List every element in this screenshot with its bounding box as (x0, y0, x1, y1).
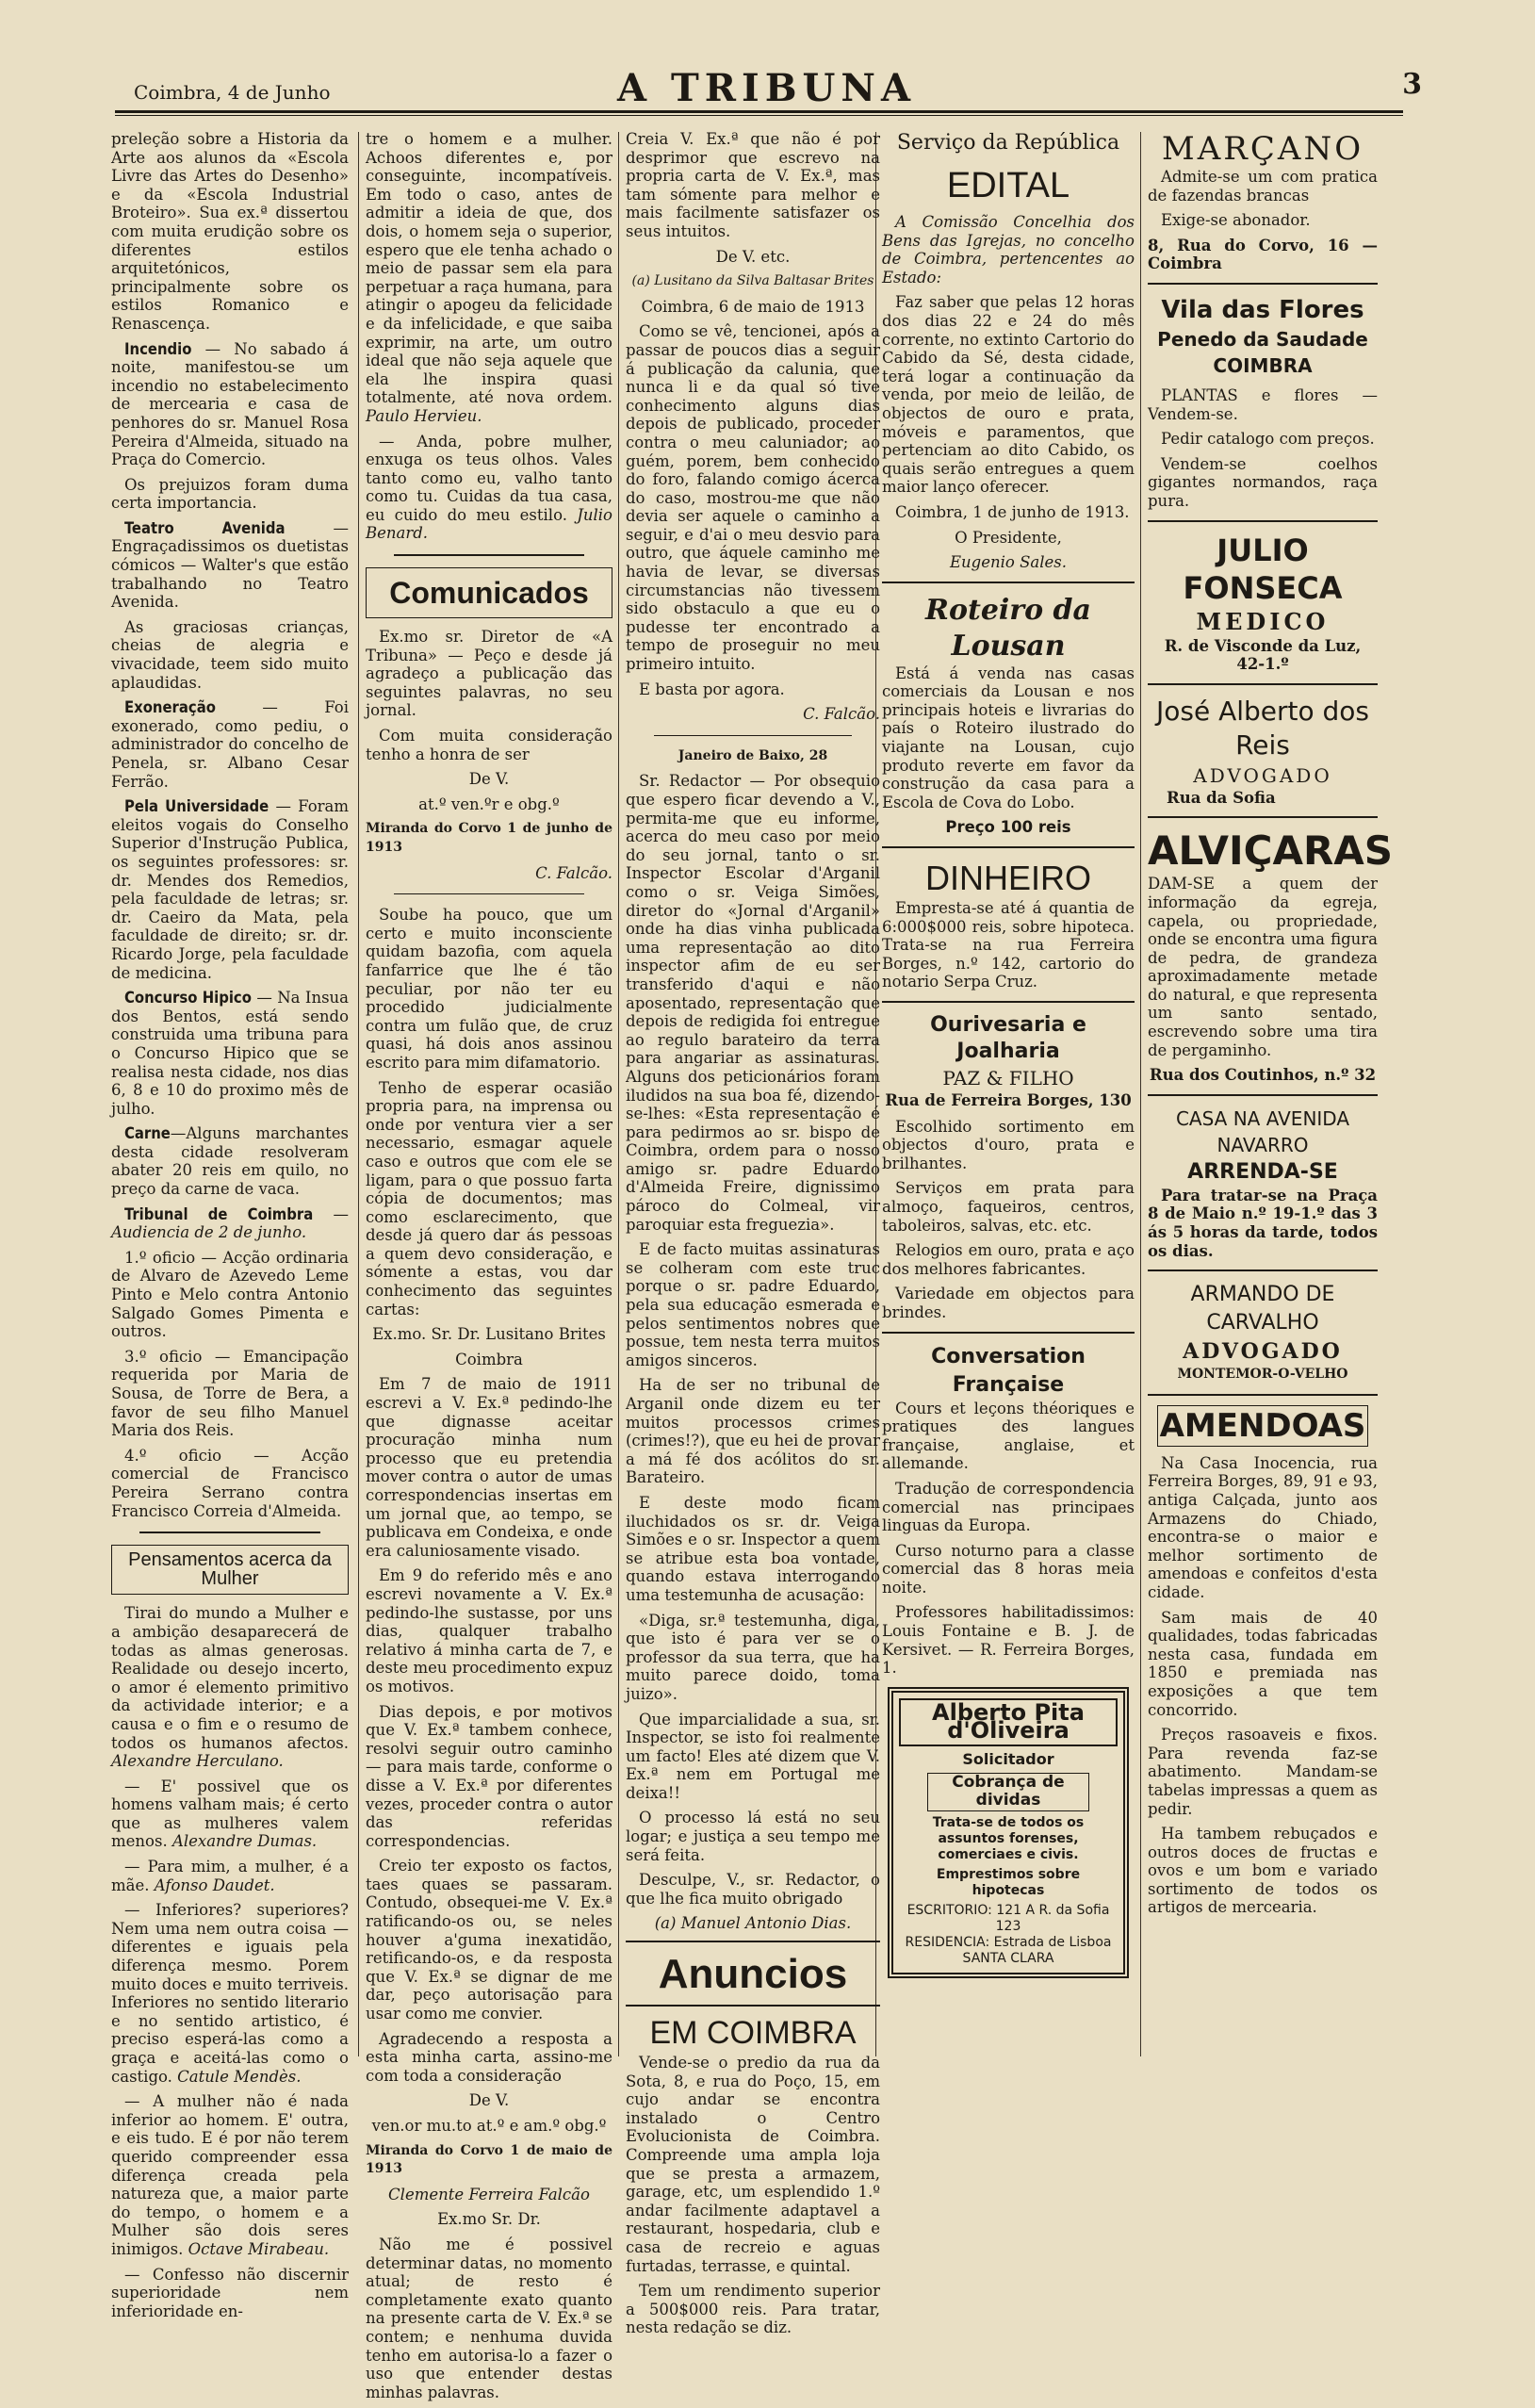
paragraph: Tradução de correspondencia comercial nas principaes linguas da Europa. (882, 1479, 1135, 1535)
paragraph: De V. (468, 2091, 510, 2110)
news-item (111, 698, 349, 791)
quote (111, 2092, 349, 2258)
column-3 (626, 130, 880, 2344)
ad-subtitle: MEDICO (1196, 607, 1330, 635)
letter-address: Ex.mo Sr. Dr. (437, 2210, 541, 2229)
paragraph: Admite-se um com pratica de fazendas brancas (1148, 168, 1378, 205)
ad-title: EM COIMBRA (649, 2015, 857, 2052)
quote (111, 1858, 349, 1894)
news-text: — Engraçadissimos os duetistas cómicos — Walter's que estão trabalhando no Teatro Avenida. (111, 518, 349, 612)
paragraph: E basta por agora. (639, 680, 785, 698)
quote-author: Paulo Hervieu. (366, 406, 482, 425)
paragraph: E de facto muitas assinaturas se colheram com este truc porque o sr. padre Eduardo, pela sua educação esmerada e pelos sentimentos nobres que possue, tem nesta terra muitos amigos sinceros. (626, 1240, 880, 1369)
signature: Clemente Ferreira Falcão (388, 2185, 590, 2203)
ad-title: ARMANDO DE CARVALHO (1190, 1283, 1335, 1335)
separator (1148, 283, 1378, 285)
quote-text: — Anda, pobre mulher, enxuga os teus olhos. Vales tanto como eu, valho tanto como tu. Cuidas da tua casa, eu cuido do meu estilo. (366, 432, 612, 524)
section-heading: Tribunal de Coimbra (124, 1204, 314, 1223)
ad-address: 8, Rua do Corvo, 16 — Coimbra (1148, 236, 1378, 273)
paragraph: Ex.mo sr. Diretor de «A Tribuna» — Peço e desde já agradeço a publicação das seguintes palavras, no seu jornal. (366, 628, 612, 720)
ad-subtitle: Solicitador (962, 1750, 1054, 1769)
separator (139, 1532, 320, 1533)
paragraph: Sr. Redactor — Por obsequio que espero ficar devendo a V., permita-me que eu informe, acerca do meu caso por meio do seu jornal, tanto o sr. Inspector Escolar d'Arganil como o sr. Veiga Simões, diretor do «Jornal d'Arganil» onde ha dias vinha publicada uma representação ao dito inspector afim de eu ser transferido d'aqui e não aposentado, representação que depois de redigida foi entregue ao regulo barateiro da terra para angariar as assinaturas. Alguns dos peticionários foram iludidos na sua boa fé, dizendo-se-lhes: «Esta representação é para pedirmos ao sr. bispo de Coimbra, ordem para o nosso amigo sr. padre Eduardo d'Almeida Freire, dignissimo pároco do Colmeal, vir paroquiar esta freguezia». (626, 772, 880, 1234)
ad-title: Alberto Pita d'Oliveira (899, 1698, 1118, 1746)
paragraph: Como se vê, tencionei, após a passar de poucos dias a seguir á publicação da calunia, que nunca li e da qual só tive conhecimento alguns dias depois de publicado, proceder contra o meu caluniador; ao guém, porem, bem conhecido do foro, falando comigo ácerca do caso, mostrou-me que não devia ser aquele o caminho a seguir, e d'ai o meu desvio para outro, que áquele caminho me havia de levar, se diversas circumstancias não tivessem sido obstaculo a que eu o pudesse ter encontrado a tempo de proseguir no meu primeiro intuito. (626, 322, 880, 674)
paragraph: Soube ha pouco, que um certo e muito inconsciente quidam bazofia, com aquela fanfarrice que lhe é tão peculiar, por não ter eu procedido judicialmente contra um fulão que, de cruz quasi, há dois anos assinou escrito para mim difamatorio. (366, 906, 612, 1072)
quote-text: — Inferiores? superiores? Nem uma nem outra coisa — diferentes e iguais pela diferença mesmo. Porem muito doces e muito terriveis. Inferiores no sentido literario e no sentido artistico, é preciso esperá-las como a graça e aceitá-las como o castigo. (111, 1901, 349, 2086)
paragraph: O processo lá está no seu logar; e justiça a seu tempo me será feita. (626, 1809, 880, 1864)
ad-address: Rua dos Coutinhos, n.º 32 (1149, 1066, 1377, 1085)
section-heading: Concurso Hipico (124, 989, 252, 1007)
separator (394, 893, 584, 894)
quote (111, 1777, 349, 1851)
column-divider (358, 132, 359, 2056)
ad-subtitle: ADVOGADO (1183, 1339, 1343, 1365)
separator (882, 1332, 1135, 1334)
column-2 (366, 130, 612, 2408)
paragraph: preleção sobre a Historia da Arte aos alunos da «Escola Livre das Artes do Desenho» e da «Escola Industrial Broteiro». Sua ex.ª dissertou com muita erudição sobre os diferentes estilos arquitetónicos, principalmente sobre os estilos Romanico e Renascença. (111, 130, 349, 333)
ad-supertitle: Serviço da República (896, 131, 1120, 155)
paragraph: Faz saber que pelas 12 horas dos dias 22 e 24 do mês corrente, no extinto Cartorio do Cabido da Sé, desta cidade, terá logar a continuação da venda, por meio de leilão, de objectos de ouro e prata, móveis e paramentos, que pertenciam ao dito Cabido, os quais serão entregues a quem maior lanço oferecer. (882, 293, 1135, 497)
section-heading-box: Pensamentos acerca da Mulher (111, 1545, 349, 1595)
letter-address-city: Coimbra (455, 1350, 523, 1368)
separator (1148, 1270, 1378, 1271)
ad-subtitle: ADVOGADO (1193, 763, 1332, 787)
ad-subtitle: ARRENDA-SE (1187, 1159, 1338, 1184)
news-text: — No sabado á noite, manifestou-se um incendio no estabelecimento de mercearia e casa de penhores do sr. Manuel Rosa Pereira d'Almeida, situado na Praça do Comercio. (111, 339, 349, 469)
paragraph: «Diga, sr.ª testemunha, diga, que isto é para ver se o professor da sua terra, que ha muito parece doido, toma juizo». (626, 1611, 880, 1703)
separator (882, 846, 1135, 848)
paragraph: Não me é possivel determinar datas, no momento atual; de resto é completamente exato quanto na presente carta de V. Ex.ª se contem; e nenhuma duvida tenho em autorisa-lo a fazer o uso que entender destas minhas palavras. (366, 2235, 612, 2401)
paragraph: Exige-se abonador. (1161, 211, 1311, 230)
paragraph: E deste modo ficam iluchidados os sr. dr. Veiga Simões e o sr. Inspector a quem se atribue esta boa vontade, quando estava interrogando uma testemunha de acusação: (626, 1493, 880, 1604)
paragraph: Creio ter exposto os factos, taes quaes se passaram. Contudo, obsequei-me V. Ex.ª ratificando-os ou, se neles houver a'guma inexatidão, retificando-os, e da resposta que V. Ex.ª se dignar de me dar, peço autorisação para usar como me convier. (366, 1857, 612, 2023)
ad-text: Emprestimos sobre hipotecas (936, 1866, 1081, 1898)
ad-title: Ourivesaria e Joalharia (930, 1013, 1086, 1063)
ad-title: CASA NA AVENIDA NAVARRO (1175, 1106, 1350, 1156)
paragraph: Os prejuizos foram duma certa importancia. (111, 475, 349, 513)
paragraph: Na Casa Inocencia, rua Ferreira Borges, 89, 91 e 93, antiga Calçada, junto aos Armazens do Chiado, encontra-se o maior e melhor sortimento de amendoas e confeitos d'esta cidade. (1148, 1453, 1378, 1601)
ad-title: Conversation Française (931, 1344, 1086, 1397)
paragraph: Variedade em objectos para brindes. (882, 1285, 1135, 1321)
masthead-place-date: Coimbra, 4 de Junho (134, 81, 331, 104)
ad-title: MARÇANO (1161, 130, 1364, 168)
section-heading: Exoneração (124, 698, 216, 717)
ad-address: Rua da Sofia (1167, 788, 1276, 807)
paragraph: Preços rasoaveis e fixos. Para revenda faz-se abatimento. Mandam-se tabelas impressas a quem as pedir. (1148, 1726, 1378, 1818)
section-heading: Pela Universidade (124, 797, 269, 816)
signature: C. Falcão. (535, 863, 612, 882)
paragraph: Em 7 de maio de 1911 escrevi a V. Ex.ª pedindo-lhe que dignasse aceitar procuração minha num processo que eu pretendia mover contra o autor de umas correspondencias insertas em um jornal que, ao tempo, se publicava em Condeixa, e onde era caluniosamente visado. (366, 1375, 612, 1560)
price: Preço 100 reis (945, 818, 1071, 837)
paragraph: De V. etc. (715, 247, 791, 266)
column-4 (882, 130, 1135, 1988)
news-text: — Foram eleitos vogais do Conselho Superior d'Instrução Publica, os seguintes professores: sr. dr. Mendes dos Remedios, pela faculdade de letras; sr. dr. Caeiro da Mata, pela faculdade de direito; sr. dr. Ricardo Jorge, pela faculdade de medicina. (111, 797, 349, 982)
paragraph: 4.º oficio — Acção comercial de Francisco Pereira Serrano contra Francisco Correia d'Almeida. (111, 1446, 349, 1520)
letter-address: Ex.mo. Sr. Dr. Lusitano Brites (372, 1325, 606, 1344)
news-item (111, 797, 349, 982)
separator (1148, 1394, 1378, 1396)
paragraph: Creia V. Ex.ª que não é por desprimor que escrevo na propria carta de V. Ex.ª, mas tam sómente para melhor e mais facilmente satisfazer os seus intuitos. (626, 130, 880, 240)
paragraph: PLANTAS e flores — Vendem-se. (1148, 385, 1378, 423)
paragraph: Empresta-se até á quantia de 6:000$000 reis, sobre hipoteca. Trata-se na rua Ferreira Borges, n.º 142, cartorio do notario Serpa Cruz. (882, 899, 1135, 991)
ad-address: ESCRITORIO: 121 A R. da Sofia 123 (906, 1902, 1110, 1934)
paragraph: Ha de ser no tribunal de Arganil onde dizem eu ter muitos processos crimes (crimes!?), que eu hei de provar a má fé dos acólitos do sr. Barateiro. (626, 1376, 880, 1487)
quote-text: Tirai do mundo a Mulher e a ambição desaparecerá de todas as almas generosas. Realidade ou desejo incerto, o amor é elemento primitivo da actividade interior; e a causa e o fim e o resumo de todos os humanos afectos. (111, 1604, 349, 1752)
ad-address: Rua de Ferreira Borges, 130 (885, 1091, 1132, 1109)
ad-title: José Alberto dos Reis (1155, 695, 1370, 761)
paragraph: — Confesso não discernir superioridade nem inferioridade en- (111, 2265, 349, 2320)
paragraph: Dias depois, e por motivos que V. Ex.ª tambem conhece, resolvi seguir outro caminho — para mais tarde, conforme o disse a V. Ex.ª por diferentes vezes, proceder contra o autor das referidas correspondencias. (366, 1702, 612, 1850)
quote-author: Afonso Daudet. (154, 1876, 275, 1894)
ad-title: DINHEIRO (924, 859, 1091, 898)
paragraph: Curso noturno para a classe comercial das 8 horas meia noite. (882, 1541, 1135, 1597)
signature: Eugenio Sales. (950, 553, 1067, 572)
quote-author: Alexandre Dumas. (171, 1832, 318, 1851)
separator (1148, 1094, 1378, 1096)
ad-title: EDITAL (946, 166, 1070, 205)
paragraph: Sam mais de 40 qualidades, todas fabricadas nesta casa, fundada em 1850 e premiada nas exposições a que tem concorrido. (1148, 1608, 1378, 1719)
dateline: Miranda do Corvo 1 de maio de 1913 (366, 2142, 612, 2177)
quote-text: — Para mim, a mulher, é a mãe. (111, 1858, 349, 1894)
column-5 (1148, 130, 1394, 1924)
separator (626, 1941, 880, 1942)
separator (882, 1001, 1135, 1003)
section-heading: Anuncios (658, 1951, 848, 1998)
ad-title: JULIO FONSECA (1183, 532, 1343, 606)
news-item (111, 1124, 349, 1198)
masthead-rule (115, 110, 1403, 113)
paragraph: Em 9 do referido mês e ano escrevi novamente a V. Ex.ª pedindo-lhe sustasse, por uns dias, qualquer trabalho relativo á minha carta de 7, e deste meu procedimento expuz os motivos. (366, 1566, 612, 1695)
section-heading: Carne (124, 1124, 171, 1143)
paragraph: Agradecendo a resposta a esta minha carta, assino-me com toda a consideração (366, 2029, 612, 2085)
ad-address: SANTA CLARA (962, 1950, 1054, 1966)
news-item (111, 1205, 349, 1242)
paragraph: Está á venda nas casas comerciais da Lousan e nos principais hoteis e livrarias do país o Roteiro ilustrado do viajante na Lousan, cujo produto reverte em favor da construção da casa para a Escola de Cova do Lobo. (882, 663, 1135, 811)
paragraph: Relogios em ouro, prata e aço dos melhores fabricantes. (882, 1241, 1135, 1278)
ad-address: R. de Visconde da Luz, 42-1.º (1164, 636, 1362, 674)
ad-title: ALVIÇARAS (1148, 827, 1394, 875)
masthead (130, 66, 1422, 110)
section-heading-box: Comunicados (366, 567, 612, 618)
paragraph: A Comissão Concelhia dos Bens das Igrejas, no concelho de Coimbra, pertencentes ao Estado: (882, 213, 1135, 287)
paragraph: at.º ven.ºr e obg.º (418, 794, 560, 813)
quote-author: Octave Mirabeau. (188, 2239, 330, 2258)
paragraph: Com muita consideração tenho a honra de ser (366, 727, 612, 763)
news-text: — Foi exonerado, como pediu, o administrador do concelho de Penela, sr. Albano Cesar Ferrão. (111, 698, 349, 791)
paragraph: Professores habilitadissimos: Louis Fontaine e B. J. de Kersivet. — R. Ferreira Borges, 1. (882, 1603, 1135, 1678)
signature: C. Falcão. (803, 705, 880, 724)
dateline: Coimbra, 1 de junho de 1913. (895, 502, 1130, 521)
quote (366, 130, 612, 426)
paragraph: Tenho de esperar ocasião propria para, na imprensa ou onde por ventura vier a ser necessario, esmagar aquele caso e outros que com ele se ligam, para o que possuo farta cópia de documentos; mas como esclarecimento, que desde já quero dar ás pessoas a quem devo consideração, e sómente a estas, vou dar conhecimento das seguintes cartas: (366, 1078, 612, 1319)
paragraph: Pedir catalogo com preços. (1161, 430, 1375, 449)
news-item (111, 340, 349, 469)
paragraph: 1.º oficio — Acção ordinaria de Alvaro de Azevedo Leme Pinto e Melo contra Antonio Salgado Gomes Pimenta e outros. (111, 1248, 349, 1341)
paragraph: Escolhido sortimento em objectos d'ouro, prata e brilhantes. (882, 1117, 1135, 1172)
separator (882, 582, 1135, 583)
paragraph: Que imparcialidade a sua, sr. Inspector, se isto foi realmente um facto! Eles até dizem que V. Ex.ª nem em Portugal me deixa!! (626, 1710, 880, 1802)
column-1 (111, 130, 349, 2327)
ad-subtitle: Penedo da Saudade COIMBRA (1157, 327, 1368, 377)
paragraph: Ha tambem rebuçados e outros doces de fructas e ovos e um bom e variado sortimento de todos os artigos de mercearia. (1148, 1825, 1378, 1917)
paragraph: O Presidente, (955, 528, 1062, 547)
news-item (111, 989, 349, 1118)
masthead-rule-thin (115, 115, 1403, 116)
quote-text: — A mulher não é nada inferior ao homem. E' outra, e eis tudo. E é por não terem querido compreender essa diferença creada pela natureza que, a maior parte do tempo, o homem e a Mulher são dois seres inimigos. (111, 2092, 349, 2258)
section-heading: Incendio (124, 339, 192, 358)
paragraph: Tem um rendimento superior a 500$000 reis. Para tratar, nesta redação se diz. (626, 2282, 880, 2337)
paragraph: As graciosas crianças, cheias de alegria e vivacidade, teem sido muito aplaudidas. (111, 617, 349, 692)
paragraph: Vendem-se coelhos gigantes normandos, raça pura. (1148, 454, 1378, 510)
quote (111, 1604, 349, 1770)
paragraph: ven.or mu.to at.º e am.º obg.º (371, 2117, 607, 2135)
separator (394, 554, 584, 556)
column-divider (618, 132, 619, 2056)
section-heading: Teatro Avenida (124, 518, 286, 537)
quote-author: Julio Benard. (366, 505, 612, 543)
quote-text: tre o homem e a mulher. Achoos diferentes e, por conseguinte, incompatíveis. Em todo o caso, antes de admitir a ideia de que, dos dois, o homem seja o superior, espero que ele tenha achado o meio de passar sem ela para perpetuar a raça humana, para atingir o apogeu da felicidade e da infelicidade, e que saiba exprimir, na arte, um outro ideal que não seja aquele que ela lhe inspira quasi totalmente, até nova ordem. (366, 130, 612, 407)
dateline: Janeiro de Baixo, 28 (678, 747, 828, 763)
ad-address: RESIDENCIA: Estrada de Lisboa (905, 1934, 1112, 1950)
masthead-title: A TRIBUNA (617, 66, 916, 110)
separator (654, 735, 852, 736)
ad-title: Roteiro da Lousan (925, 593, 1091, 663)
paragraph: Para tratar-se na Praça 8 de Maio n.º 19-1.º das 3 ás 5 horas da tarde, todos os dias. (1148, 1186, 1378, 1260)
news-text: — Na Insua dos Bentos, está sendo construida uma tribuna para o Concurso Hipico que se realisa nesta cidade, nos dias 6, 8 e 10 do proximo mês de julho. (111, 989, 349, 1118)
news-item (111, 519, 349, 612)
paragraph: Desculpe, V., sr. Redactor, o que lhe fica muito obrigado (626, 1871, 880, 1908)
ad-address: MONTEMOR-O-VELHO (1177, 1367, 1348, 1383)
ad-title: Vila das Flores (1161, 295, 1364, 324)
signature: (a) Lusitano da Silva Baltasar Brites (631, 273, 874, 289)
separator (1148, 520, 1378, 522)
separator (1148, 683, 1378, 685)
paragraph: 3.º oficio — Emancipação requerida por Maria de Sousa, de Torre de Bera, a favor de seu filho Manuel Maria dos Reis. (111, 1347, 349, 1440)
news-text: —Alguns marchantes desta cidade resolveram abater 20 reis em quilo, no preço da carne de vaca. (111, 1124, 349, 1199)
solicitor-ad (888, 1687, 1129, 1978)
paragraph: DAM-SE a quem der informação da egreja, capela, ou propriedade, onde se encontra uma figura de pedra, de grandeza aproximadamente metade do natural, e que representa um santo sentado, escrevendo sobre uma tira de pergaminho. (1148, 875, 1378, 1059)
quote-author: Alexandre Herculano. (111, 1752, 284, 1771)
paragraph: Serviços em prata para almoço, faqueiros, centros, taboleiros, salvas, etc. etc. (882, 1179, 1135, 1235)
page-number: 3 (1402, 68, 1422, 101)
quote-author: Catule Mendès. (177, 2067, 302, 2086)
column-divider (1140, 132, 1141, 2056)
dateline: Coimbra, 6 de maio de 1913 (641, 297, 865, 316)
quote-text: — E' possivel que os homens valham mais; é certo que as mulheres valem menos. (111, 1777, 349, 1851)
separator (626, 2005, 880, 2007)
paragraph: Cours et leçons théoriques e pratiques des langues française, anglaise, et allemande. (882, 1399, 1135, 1473)
ad-text: Trata-se de todos os assuntos forenses, comerciaes e civis. (932, 1814, 1085, 1862)
dateline: Miranda do Corvo 1 de junho de 1913 (366, 821, 612, 855)
paragraph: De V. (468, 770, 510, 789)
signature: (a) Manuel Antonio Dias. (654, 1914, 852, 1933)
ad-subtitle: PAZ & FILHO (942, 1067, 1074, 1089)
separator (1148, 816, 1378, 818)
quote (366, 433, 612, 544)
news-subtitle: — Audiencia de 2 de junho. (111, 1204, 349, 1242)
ad-service: Cobrança de dividas (927, 1773, 1089, 1811)
ad-title: AMENDOAS (1157, 1405, 1368, 1447)
quote (111, 1901, 349, 2086)
paragraph: Vende-se o predio da rua da Sota, 8, e rua do Poço, 15, em cujo andar se encontra instalado o Centro Evolucionista de Coimbra. Compreende uma ampla loja que se presta a armazem, garage, etc, um esplendido 1.º andar facilmente adaptavel a restaurant, hospedaria, club e casa de recreio e aguas furtadas, terrasse, e quintal. (626, 2054, 880, 2275)
